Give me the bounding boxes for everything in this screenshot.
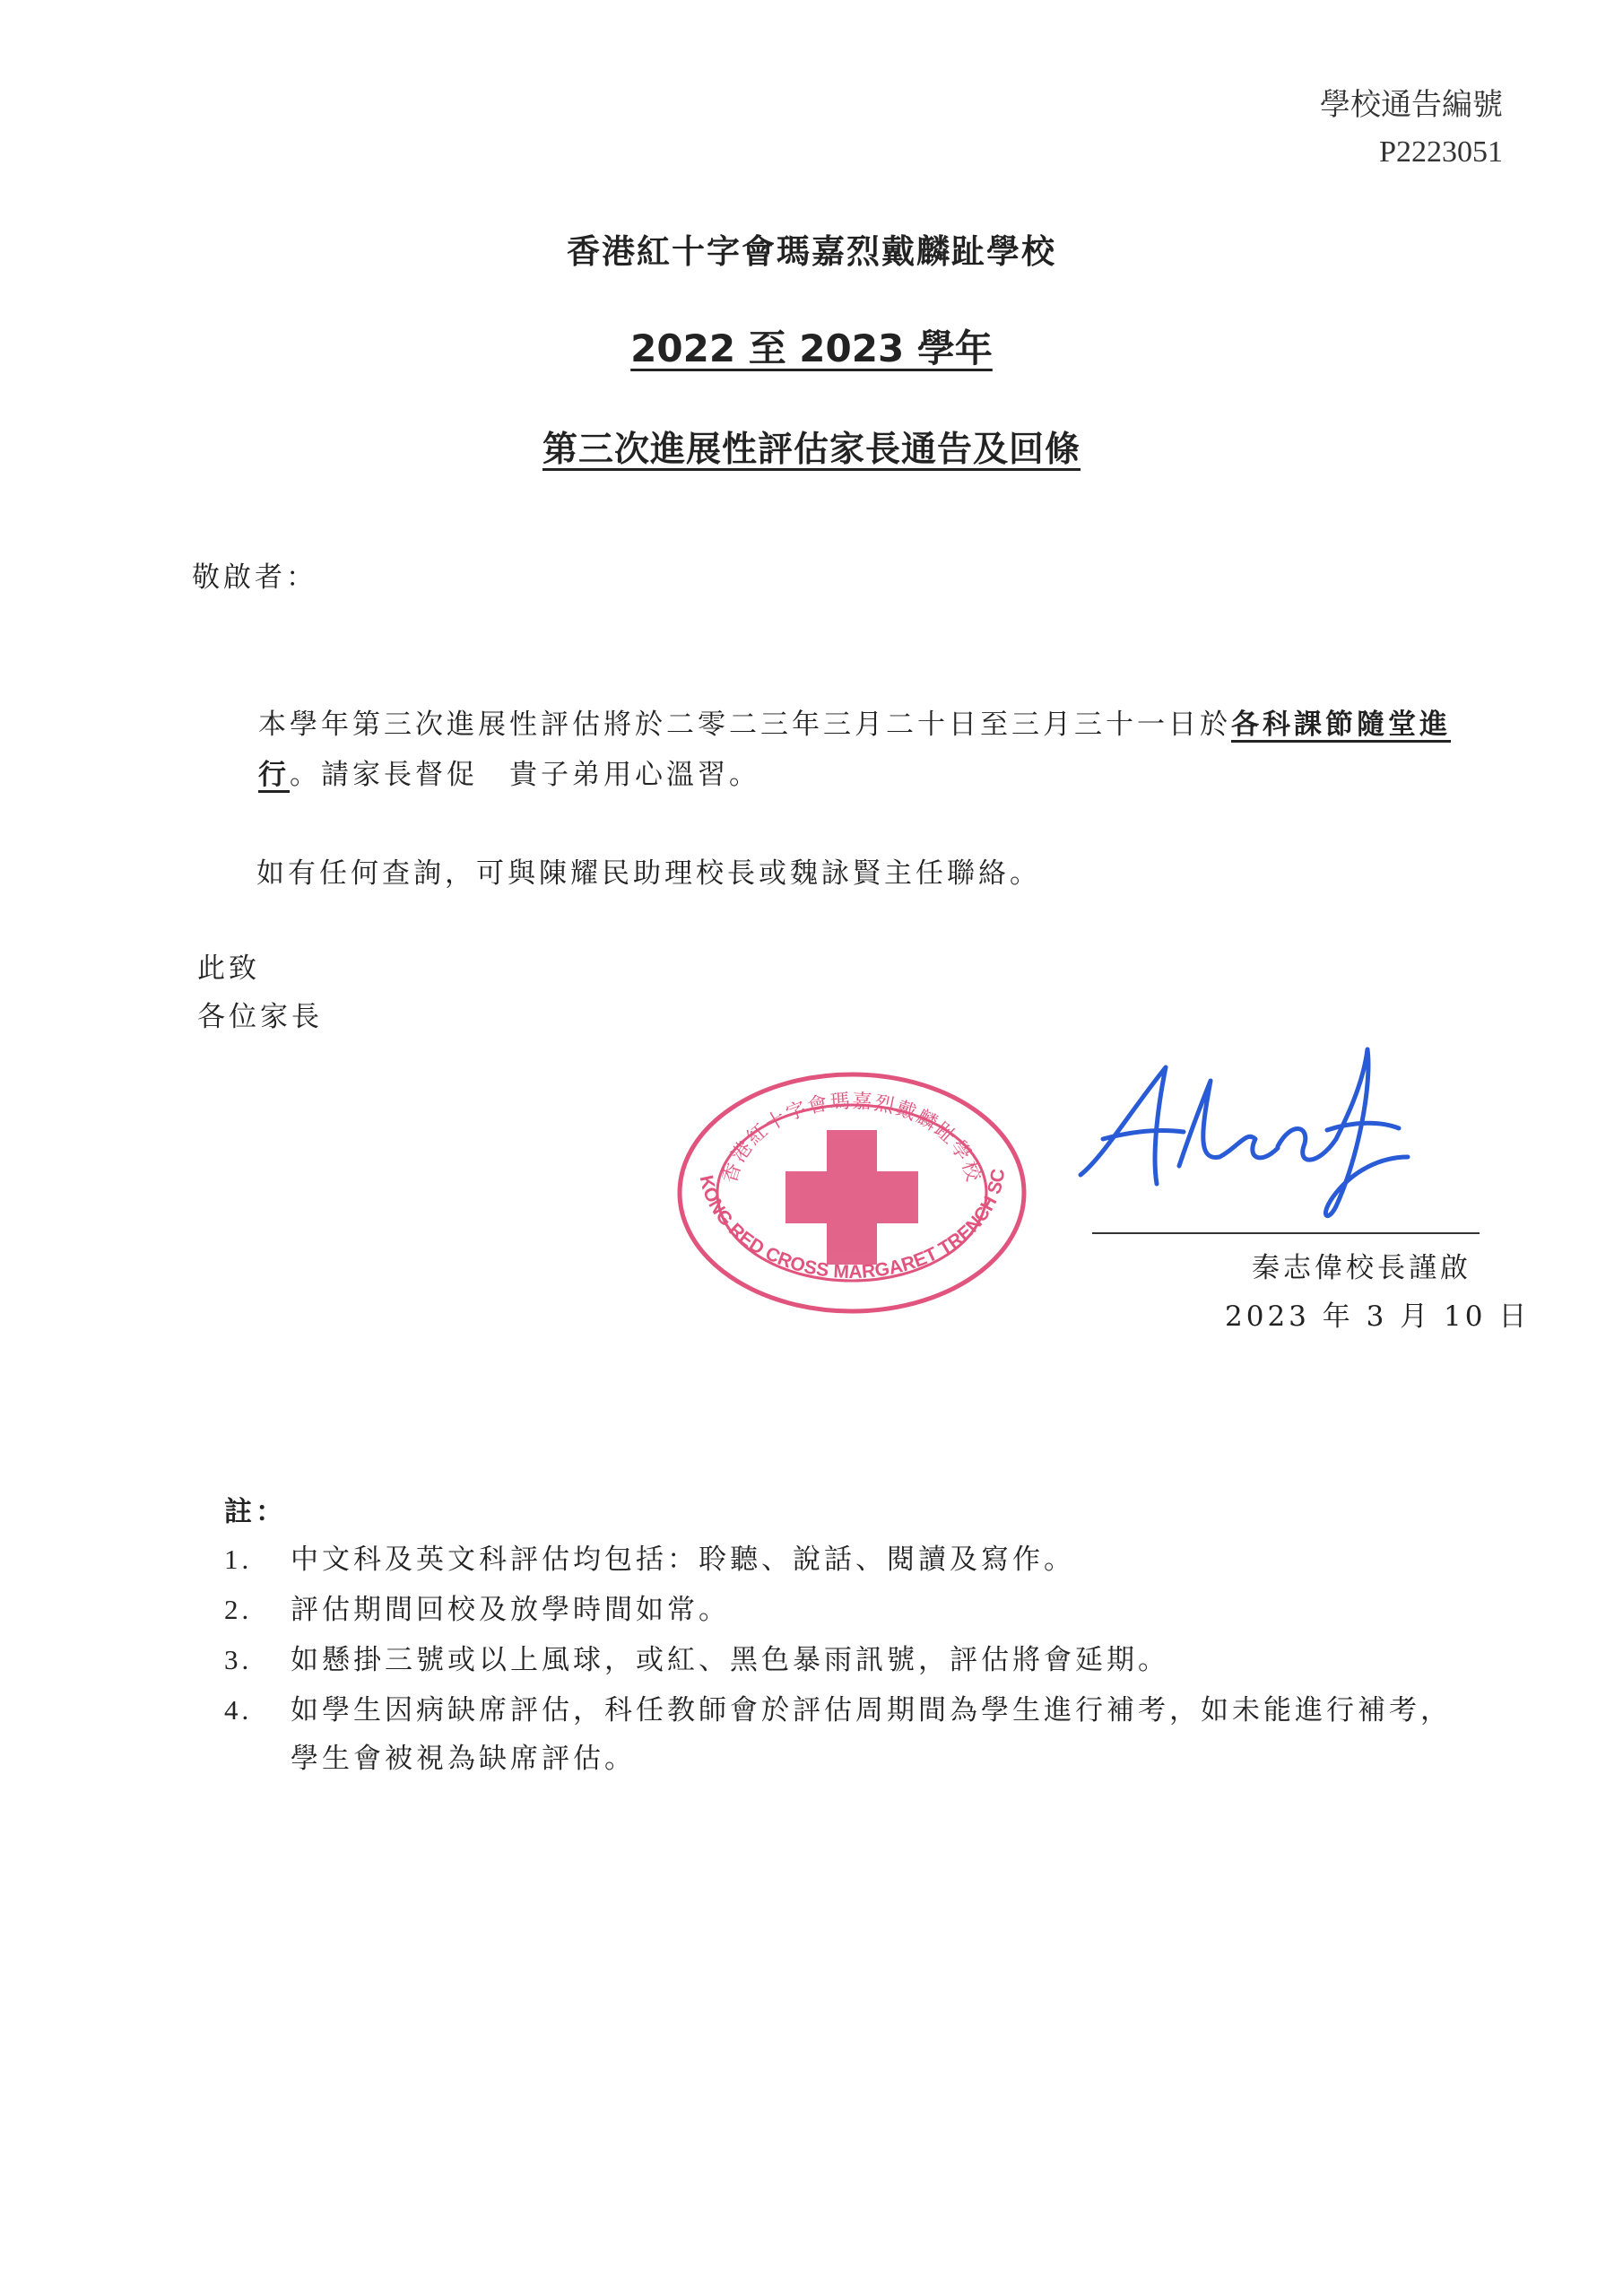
note-item [224,1535,1480,1584]
svg-text:香港紅十字會瑪嘉烈戴麟趾學校: 香港紅十字會瑪嘉烈戴麟趾學校 [718,1090,985,1187]
signature-line [1092,1232,1480,1234]
notice-number: P2223051 [1379,135,1503,169]
notice-number-block [1320,83,1503,176]
academic-year: 2022 至 2023 學年 [630,326,993,370]
note-item [224,1686,1480,1783]
paragraph-1 [258,700,1478,800]
notice-subject: 第三次進展性評估家長通告及回條 [542,430,1081,470]
notice-date: 2023 年 3 月 10 日 [1225,1300,1531,1333]
notes-title: 註： [224,1496,287,1528]
school-seal [673,1067,1031,1322]
paragraph-2: 如有任何查詢，可與陳耀民助理校長或魏詠賢主任聯絡。 [256,857,1041,890]
emphasis-text: 各科課節隨堂進行 [258,709,1451,791]
note-text: 如懸掛三號或以上風球，或紅、黑色暴雨訊號，評估將會延期。 [291,1644,1169,1676]
principal-name: 秦志偉校長謹啟 [1252,1252,1471,1284]
signature-mark [1067,1031,1444,1241]
note-text: 如學生因病缺席評估，科任教師會於評估周期間為學生進行補考，如未能進行補考，學生會被視為缺席評估。 [291,1694,1452,1775]
note-number: 4. [224,1694,253,1726]
notice-label: 學校通告編號 [1320,89,1503,122]
note-number: 3. [224,1644,253,1675]
note-item [224,1586,1480,1634]
note-number: 2. [224,1594,253,1625]
paragraph-1-text: 本學年第三次進展性評估將於二零二三年三月二十日至三月三十一日於各科課節隨堂進行。請家長督促 貴子弟用心溫習。 [258,709,1451,791]
svg-text:HONG KONG RED CROSS MARGARET T: KONG RED CROSS MARGARET TRENCH SC [695,1167,1010,1283]
closing-line-1: 此致 [197,952,260,985]
school-name: 香港紅十字會瑪嘉烈戴麟趾學校 [567,232,1056,271]
note-number: 1. [224,1544,253,1575]
note-text: 評估期間回校及放學時間如常。 [291,1594,730,1626]
closing-line-2: 各位家長 [197,1001,323,1033]
salutation: 敬啟者： [192,561,317,594]
note-item [224,1636,1480,1684]
note-text: 中文科及英文科評估均包括：聆聽、說話、閱讀及寫作。 [291,1544,1075,1576]
